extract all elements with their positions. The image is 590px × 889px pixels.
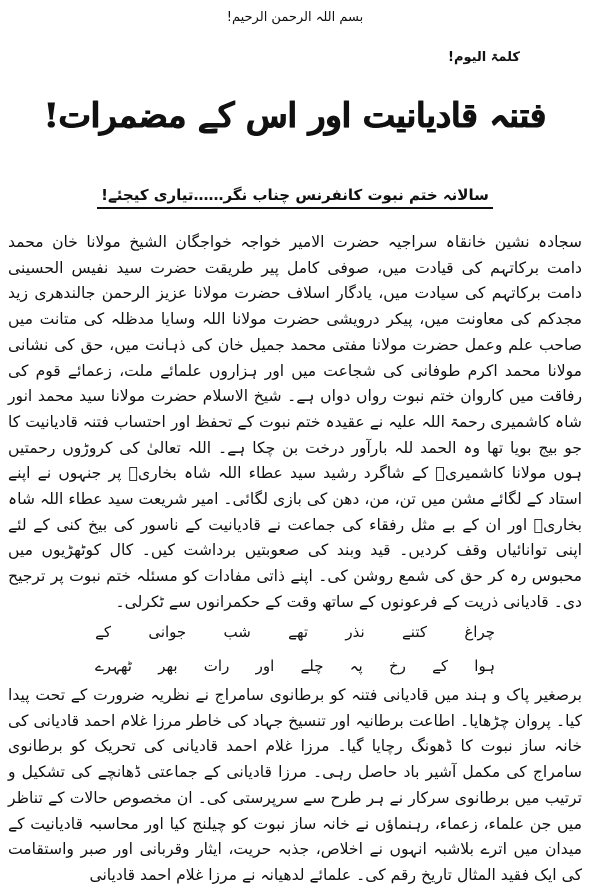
poem-line-2 xyxy=(95,649,495,683)
subtitle-container xyxy=(0,185,590,209)
poem-word: چراغ xyxy=(464,623,495,641)
article-body-part-2 xyxy=(8,683,582,889)
poem-word: اور xyxy=(255,657,275,675)
poem-word: رخ xyxy=(388,657,406,675)
poem-word: رات xyxy=(203,657,230,675)
poem-line-1 xyxy=(95,615,495,649)
article-title: فتنہ قادیانیت اور اس کے مضمرات! xyxy=(43,96,547,136)
bismillah-line: بسم اللہ الرحمن الرحیم! xyxy=(226,10,364,25)
poem-word: ہوا xyxy=(474,657,495,675)
poem-word: شب xyxy=(223,623,251,641)
poem-word: بھر xyxy=(158,657,178,675)
poem-word: تھے xyxy=(288,623,309,641)
poem-word: ٹھہرے xyxy=(95,657,132,675)
article-body-part-1 xyxy=(8,230,582,616)
article-subtitle: سالانہ ختم نبوت کانفرنس چناب نگر……تیاری کیجئے! xyxy=(97,186,493,209)
poem-word: چلے xyxy=(300,657,324,675)
paragraph-2: برصغیر پاک و ہند میں قادیانی فتنہ کو برطانوی سامراج نے نظریہ ضرورت کے تحت پیدا کیا۔ پروان چڑھایا۔ اطاعت برطانیہ اور تنسیخ جہاد کی خاطر مرزا غلام احمد قادیانی کی خانہ ساز نبوت کا ڈھونگ رچایا گیا۔ مرزا غلام احمد قادیانی کی تحریک کو برطانوی سامراج کی مکمل آشیر باد حاصل رہی۔ مرزا قادیانی کے جماعتی ڈھانچے کی تشکیل و ترتیب میں برطانوی سرکار نے ہر طرح سے سرپرستی کی۔ ان مخصوص حالات کے تناظر میں جن علماء، زعماء، رہنماؤں نے خانہ ساز نبوت کو چیلنج کیا اور محاسبہ قادیانیت کے میدان میں اترے بلاشبہ انہوں نے اخلاص، جذبہ حریت، ایثار وقربانی اور صبر واستقامت کی ایک فقید المثال تاریخ رقم کی۔ علمائے لدھیانہ نے مرزا غلام احمد قادیانی xyxy=(8,686,582,884)
poem-couplet xyxy=(95,615,495,683)
poem-word: جوانی xyxy=(148,623,187,641)
poem-word: کے xyxy=(432,657,449,675)
poem-word: نذر xyxy=(345,623,365,641)
poem-word: پہ xyxy=(349,657,363,675)
paragraph-1: سجادہ نشین خانقاہ سراجیہ حضرت الامیر خواجہ خواجگان الشیخ مولانا خان محمد دامت برکاتہم کی قیادت میں، صوفی کامل پیر طریقت حضرت سید نفیس الحسینی دامت برکاتہم کی سیادت میں، یادگار اسلاف حضرت مولانا عزیز الرحمن جالندھری زید مجدکم کی معاونت میں، پیکر درویشی حضرت مولانا اللہ وسایا مدظلہ کی متانت میں صاحب علم وعمل حضرت مولانا مفتی محمد جمیل خان کی ذہانت میں، حق کی نشانی مولانا محمد اکرم طوفانی کی شجاعت میں اور ہزاروں علمائے ملت، زعمائے قوم کی رفاقت میں کاروان ختم نبوت رواں دواں ہے۔ شیخ الاسلام حضرت مولانا سید محمد انور شاہ کاشمیری رحمۃ اللہ علیہ نے عقیدہ ختم نبوت کے تحفظ اور احتساب فتنہ قادیانیت کا جو بیج بویا تھا وہ الحمد للہ بارآور درخت بن چکا ہے۔ اللہ تعالیٰ کی کروڑوں رحمتیں ہوں مولانا کاشمیریؒ کے شاگرد رشید سید عطاء اللہ شاہ بخاریؒ پر جنہوں نے اپنے استاد کے لگائے مشن میں تن، من، دھن کی بازی لگائی۔ امیر شریعت سید عطاء اللہ شاہ بخاریؒ اور ان کے بے مثل رفقاء کی جماعت نے قادیانیت کے ناسور کی بیخ کنی کے لئے اپنی توانائیاں وقف کردیں۔ قید وبند کی صعوبتیں برداشت کیں۔ کال کوٹھڑیوں میں محبوس رہ کر حق کی شمع روشن کی۔ اپنے ذاتی مفادات کو مسئلہ ختم نبوت پر ترجیح دی۔ قادیانی ذریت کے فرعونوں کے ساتھ وقت کے حکمرانوں سے ٹکرلی۔ xyxy=(8,233,582,611)
section-tag: کلمۃ الیوم! xyxy=(448,50,520,65)
poem-word: کے xyxy=(95,623,111,641)
poem-word: کتنے xyxy=(402,623,427,641)
